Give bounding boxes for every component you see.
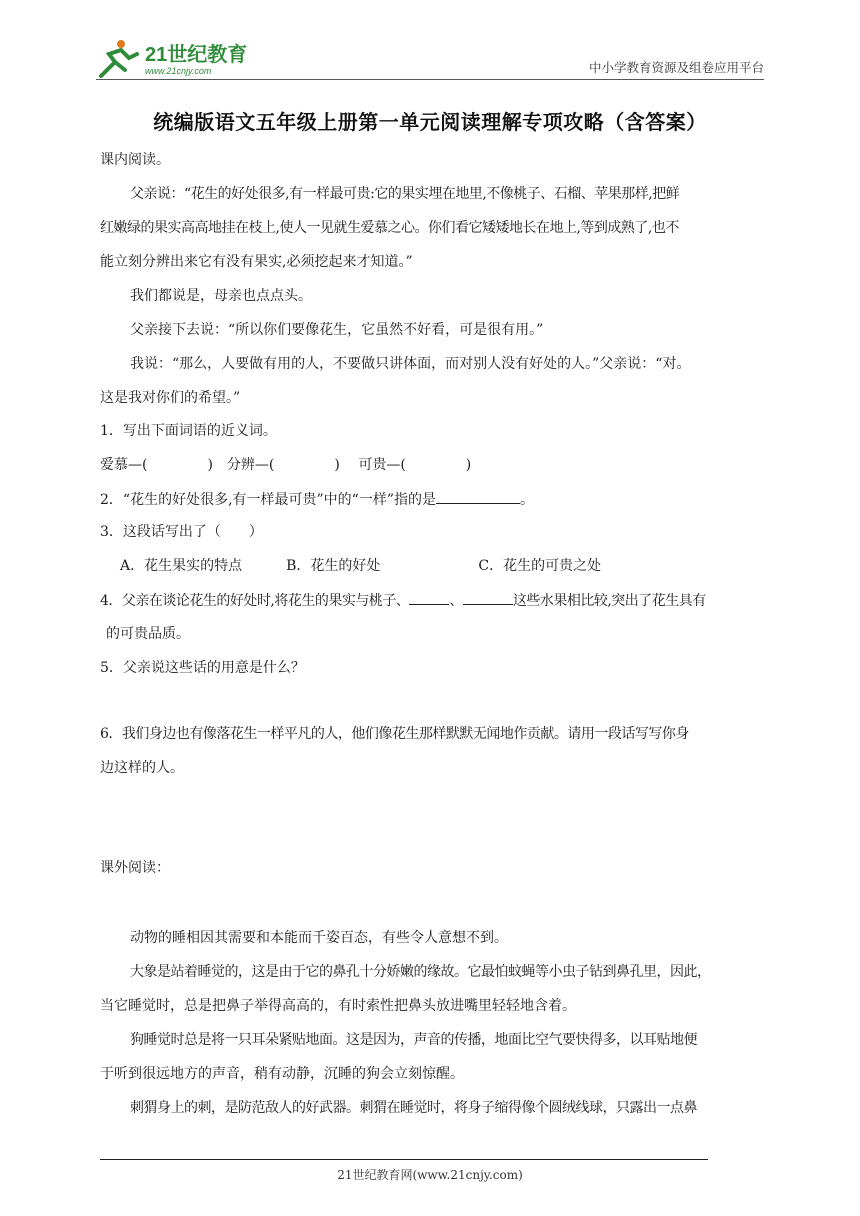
question-2-text: 2．“花生的好处很多,有一样最可贵”中的“一样”指的是 — [100, 492, 436, 508]
passage2-line: 当它睡觉时，总是把鼻子举得高高的，有时索性把鼻头放进嘴里轻轻地含着。 — [100, 998, 576, 1014]
platform-name: 中小学教育资源及组卷应用平台 — [588, 60, 764, 75]
passage1-line: 这是我对你们的希望。” — [100, 390, 241, 406]
footer-divider — [100, 1159, 708, 1160]
section-heading-out: 课外阅读： — [100, 860, 170, 876]
question-4 — [100, 590, 706, 611]
passage1-line: 父亲接下去说：“所以你们要像花生，它虽然不好看，可是很有用。” — [130, 322, 544, 338]
footer-text: 21世纪教育网(www.21cnjy.com) — [337, 1168, 523, 1182]
header-divider — [96, 79, 764, 80]
option-c[interactable]: C．花生的可贵之处 — [478, 558, 602, 574]
passage1-line: 父亲说：“花生的好处很多,有一样最可贵:它的果实埋在地里,不像桃子、石榴、苹果那样,把鲜 — [130, 186, 680, 202]
question-5: 5．父亲说这些话的用意是什么？ — [100, 660, 305, 676]
passage2-line: 狗睡觉时总是将一只耳朵紧贴地面。这是因为，声音的传播，地面比空气要快得多，以耳贴地便 — [130, 1032, 697, 1048]
question-1-blanks — [100, 455, 471, 475]
question-2-end: 。 — [520, 492, 534, 508]
site-logo — [95, 36, 265, 80]
document-title: 统编版语文五年级上册第一单元阅读理解专项攻略（含答案） — [153, 110, 707, 134]
runner-icon — [101, 40, 137, 76]
option-b[interactable]: B．花生的好处 — [286, 558, 381, 574]
passage1-line: 我说：“那么，人要做有用的人，不要做只讲体面，而对别人没有好处的人。”父亲说：“对。 — [130, 356, 691, 372]
q1-word-2: ) 分辨—( — [207, 457, 275, 473]
passage1-line: 能立刻分辨出来它有没有果实,必须挖起来才知道。” — [100, 254, 413, 270]
question-4-sep: 、 — [449, 593, 463, 609]
passage2-line: 大象是站着睡觉的，这是由于它的鼻孔十分娇嫩的缘故。它最怕蚊蝇等小虫子钻到鼻孔里，因此， — [130, 964, 711, 980]
passage2-line: 于听到很远地方的声音，稍有动静，沉睡的狗会立刻惊醒。 — [100, 1066, 464, 1082]
passage2-line: 动物的睡相因其需要和本能而千姿百态，有些令人意想不到。 — [130, 930, 508, 946]
answer-blank[interactable] — [409, 590, 449, 605]
answer-blank[interactable] — [436, 489, 520, 504]
question-4-text-2: 这些水果相比较,突出了花生具有 — [512, 593, 706, 609]
question-4-line2: 的可贵品质。 — [106, 626, 190, 642]
option-a[interactable]: A．花生果实的特点 — [120, 558, 243, 574]
question-6-line2: 边这样的人。 — [100, 760, 184, 776]
logo-text: 21世纪教育 — [145, 44, 248, 66]
q1-word-3: ) 可贵—( — [334, 457, 406, 473]
question-2 — [100, 489, 534, 510]
question-3-options — [120, 556, 601, 576]
question-3: 3．这段话写出了（ ） — [100, 524, 263, 540]
question-6: 6．我们身边也有像落花生一样平凡的人，他们像花生那样默默无闻地作贡献。请用一段话写写你身 — [100, 726, 689, 742]
passage1-line: 红嫩绿的果实高高地挂在枝上,使人一见就生爱慕之心。你们看它矮矮地长在地上,等到成熟了,也不 — [100, 220, 679, 236]
q1-word-1: 爱慕—( — [100, 457, 148, 473]
answer-blank[interactable] — [463, 590, 513, 605]
passage1-line: 我们都说是，母亲也点点头。 — [130, 288, 312, 304]
logo-url: www.21cnjy.com — [145, 66, 212, 76]
question-4-text: 4．父亲在谈论花生的好处时,将花生的果实与桃子、 — [100, 593, 410, 609]
passage2-line: 刺猬身上的刺，是防范敌人的好武器。刺猬在睡觉时，将身子缩得像个圆绒线球，只露出一点鼻 — [130, 1100, 697, 1116]
question-1: 1．写出下面词语的近义词。 — [100, 423, 277, 439]
q1-word-4: ) — [465, 457, 472, 473]
section-heading-in: 课内阅读。 — [100, 152, 170, 168]
